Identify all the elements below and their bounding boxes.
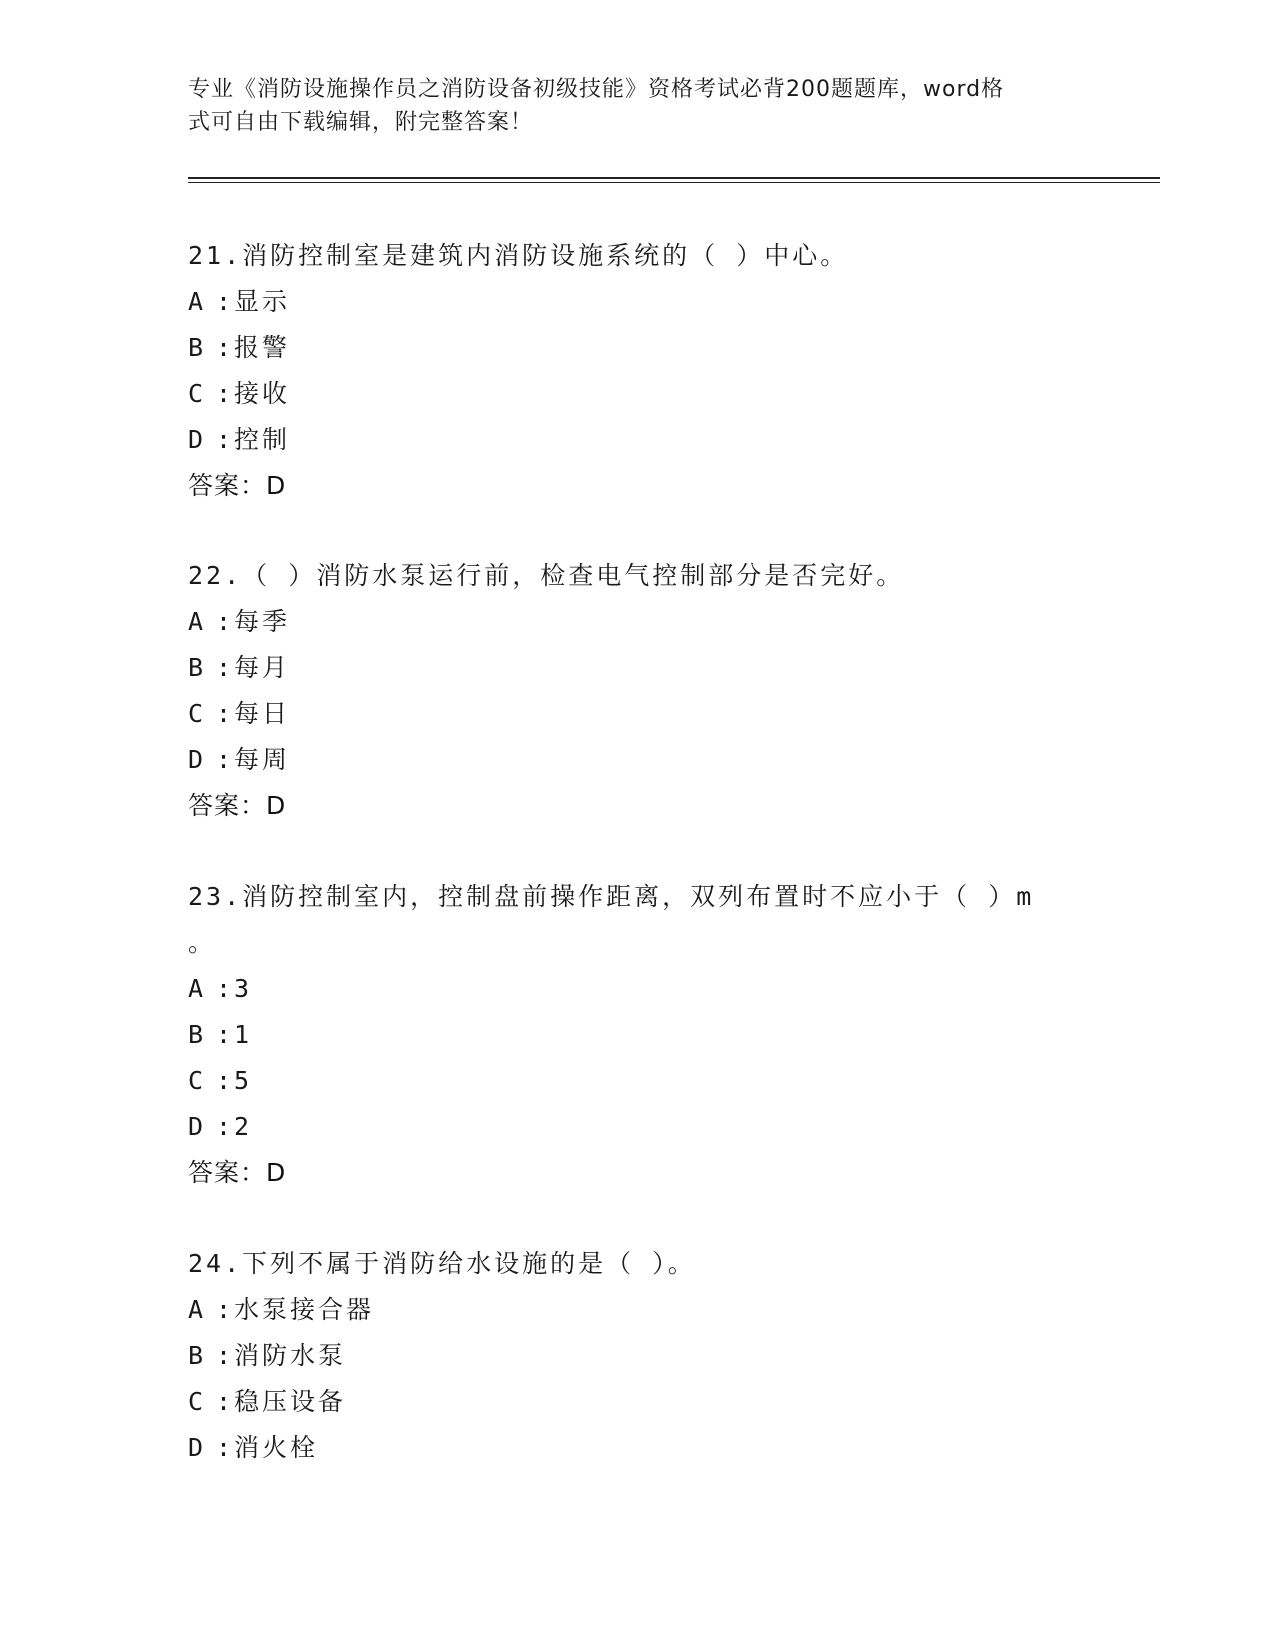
option-a — [188, 279, 1088, 325]
header-divider-thin — [188, 182, 1160, 183]
option-separator: : — [216, 1020, 232, 1049]
option-b — [188, 645, 1088, 691]
option-text: 每月 — [234, 653, 291, 682]
option-separator: : — [216, 745, 232, 774]
document-header — [188, 73, 1068, 139]
option-letter: C — [188, 1066, 204, 1095]
option-text: 5 — [234, 1066, 253, 1095]
option-text: 3 — [234, 974, 253, 1003]
option-text: 显示 — [234, 287, 291, 316]
option-letter: B — [188, 1341, 204, 1370]
option-b — [188, 325, 1088, 371]
option-separator: : — [216, 333, 232, 362]
option-d — [188, 737, 1088, 783]
question-stem: 23.消防控制室内，控制盘前操作距离，双列布置时不应小于（ ）m — [188, 882, 1035, 911]
option-separator: : — [216, 1295, 232, 1324]
option-letter: C — [188, 379, 204, 408]
answer-line: 答案：D — [188, 471, 287, 500]
question-stem: 22.（ ）消防水泵运行前，检查电气控制部分是否完好。 — [188, 561, 905, 590]
option-c — [188, 1058, 1088, 1104]
option-text: 1 — [234, 1020, 253, 1049]
option-letter: A — [188, 1295, 204, 1324]
option-text: 报警 — [234, 333, 291, 362]
option-b — [188, 1333, 1088, 1379]
question-21 — [188, 233, 1088, 509]
option-letter: A — [188, 287, 204, 316]
option-text: 稳压设备 — [234, 1387, 347, 1416]
option-text: 2 — [234, 1112, 253, 1141]
question-23 — [188, 874, 1088, 1196]
option-text: 每日 — [234, 699, 291, 728]
option-separator: : — [216, 699, 232, 728]
option-text: 每周 — [234, 745, 291, 774]
option-a — [188, 966, 1088, 1012]
option-letter: D — [188, 1112, 204, 1141]
option-a — [188, 599, 1088, 645]
option-letter: B — [188, 1020, 204, 1049]
option-b — [188, 1012, 1088, 1058]
option-letter: C — [188, 699, 204, 728]
option-separator: : — [216, 607, 232, 636]
option-letter: A — [188, 974, 204, 1003]
option-letter: B — [188, 653, 204, 682]
option-separator: : — [216, 1433, 232, 1462]
header-line-1: 专业《消防设施操作员之消防设备初级技能》资格考试必背200题题库，word格 — [188, 77, 1005, 102]
question-stem: 21.消防控制室是建筑内消防设施系统的（ ）中心。 — [188, 241, 849, 270]
option-text: 消防水泵 — [234, 1341, 347, 1370]
option-letter: D — [188, 425, 204, 454]
question-stem: 24.下列不属于消防给水设施的是（ ）。 — [188, 1249, 696, 1278]
question-stem-continuation: 。 — [188, 928, 214, 957]
option-separator: : — [216, 1341, 232, 1370]
option-text: 控制 — [234, 425, 291, 454]
option-separator: : — [216, 1066, 232, 1095]
option-letter: D — [188, 745, 204, 774]
option-text: 消火栓 — [234, 1433, 319, 1462]
option-separator: : — [216, 1112, 232, 1141]
option-d — [188, 1425, 1088, 1471]
option-a — [188, 1287, 1088, 1333]
option-c — [188, 371, 1088, 417]
question-24 — [188, 1241, 1088, 1471]
option-letter: D — [188, 1433, 204, 1462]
header-line-2: 式可自由下载编辑，附完整答案！ — [188, 110, 534, 135]
option-letter: A — [188, 607, 204, 636]
option-text: 接收 — [234, 379, 291, 408]
header-divider-thick — [188, 177, 1160, 179]
option-text: 每季 — [234, 607, 291, 636]
answer-line: 答案：D — [188, 1158, 287, 1187]
option-letter: B — [188, 333, 204, 362]
option-separator: : — [216, 653, 232, 682]
option-separator: : — [216, 974, 232, 1003]
option-separator: : — [216, 425, 232, 454]
question-22 — [188, 553, 1088, 829]
option-letter: C — [188, 1387, 204, 1416]
option-text: 水泵接合器 — [234, 1295, 375, 1324]
option-c — [188, 1379, 1088, 1425]
option-separator: : — [216, 1387, 232, 1416]
option-separator: : — [216, 287, 232, 316]
option-c — [188, 691, 1088, 737]
option-d — [188, 417, 1088, 463]
option-separator: : — [216, 379, 232, 408]
option-d — [188, 1104, 1088, 1150]
answer-line: 答案：D — [188, 791, 287, 820]
